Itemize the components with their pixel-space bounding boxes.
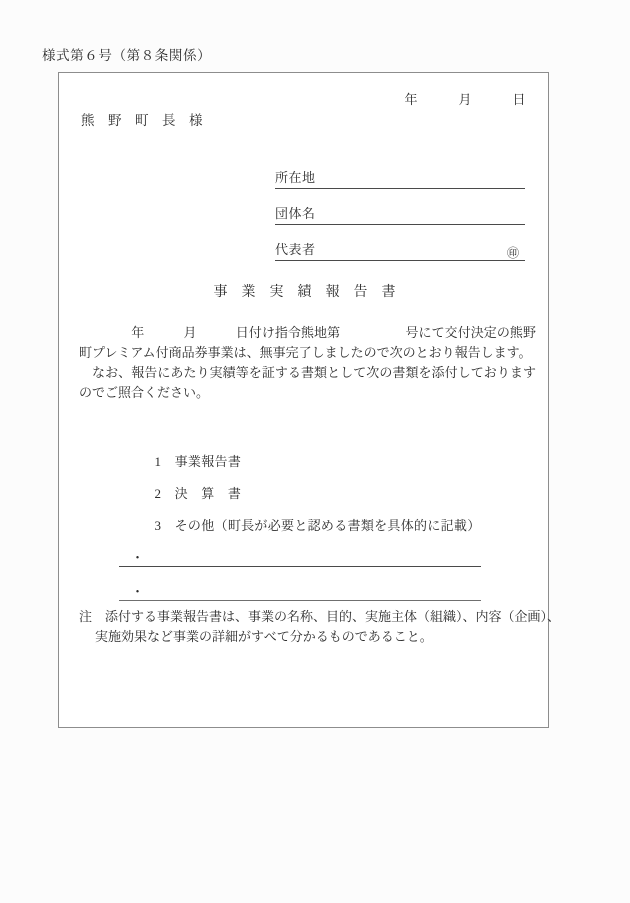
date-line: 年 月 日 — [404, 92, 526, 107]
addressee-line: 熊 野 町 長 様 — [81, 113, 203, 128]
bullet-icon-2: ・ — [131, 584, 145, 599]
blank-underline-1 — [119, 566, 481, 567]
footnote-line-2: 実施効果など事業の詳細がすべて分かるものであること。 — [95, 629, 433, 644]
document-title: 事 業 実 績 報 告 書 — [213, 285, 396, 300]
document-frame-inner — [59, 73, 561, 729]
field-row-representative — [275, 229, 525, 265]
footnote-line-1: 注 添付する事業報告書は、事業の名称、目的、実施主体（組織）、内容（企画）、 — [79, 609, 561, 624]
field-underline-organization — [275, 224, 525, 225]
attachment-label-1: 事業報告書 — [174, 454, 242, 469]
bullet-icon-1: ・ — [131, 550, 145, 565]
attachment-number-3: 3 — [154, 518, 162, 533]
field-label-representative: 代表者 — [275, 242, 316, 257]
attachment-item-1 — [119, 435, 481, 467]
blank-entry-row-2 — [119, 569, 489, 603]
document-frame — [58, 72, 561, 728]
attachment-list — [119, 435, 481, 531]
body-paragraph-1: 年 月 日付け指令熊地第 号にて交付決定の熊野町プレミアム付商品券事業は、無事完了しましたので次のとおり報告します。 — [79, 325, 536, 360]
applicant-fields — [275, 157, 525, 265]
attachment-number-1: 1 — [154, 454, 162, 469]
body-text — [79, 323, 536, 403]
blank-underline-2 — [119, 600, 481, 601]
attachment-label-2: 決 算 書 — [174, 486, 242, 501]
field-label-organization: 団体名 — [275, 206, 316, 221]
field-underline-representative — [275, 260, 525, 261]
field-row-location — [275, 157, 525, 193]
field-row-organization — [275, 193, 525, 229]
attachment-item-2 — [119, 467, 481, 499]
blank-entry-row-1 — [119, 535, 489, 569]
body-paragraph-2: なお、報告にあたり実績等を証する書類として次の書類を添付しておりますのでご照合ください。 — [79, 365, 536, 400]
attachment-number-2: 2 — [154, 486, 162, 501]
field-underline-location — [275, 188, 525, 189]
form-code-label: 様式第６号（第８条関係） — [42, 48, 212, 63]
seal-icon-representative: ㊞ — [506, 246, 519, 260]
attachment-item-3 — [119, 499, 481, 531]
footnote — [79, 607, 561, 647]
blank-entry-lines — [119, 535, 489, 603]
field-label-location: 所在地 — [275, 170, 316, 185]
attachment-label-3: その他（町長が必要と認める書類を具体的に記載） — [174, 518, 481, 533]
